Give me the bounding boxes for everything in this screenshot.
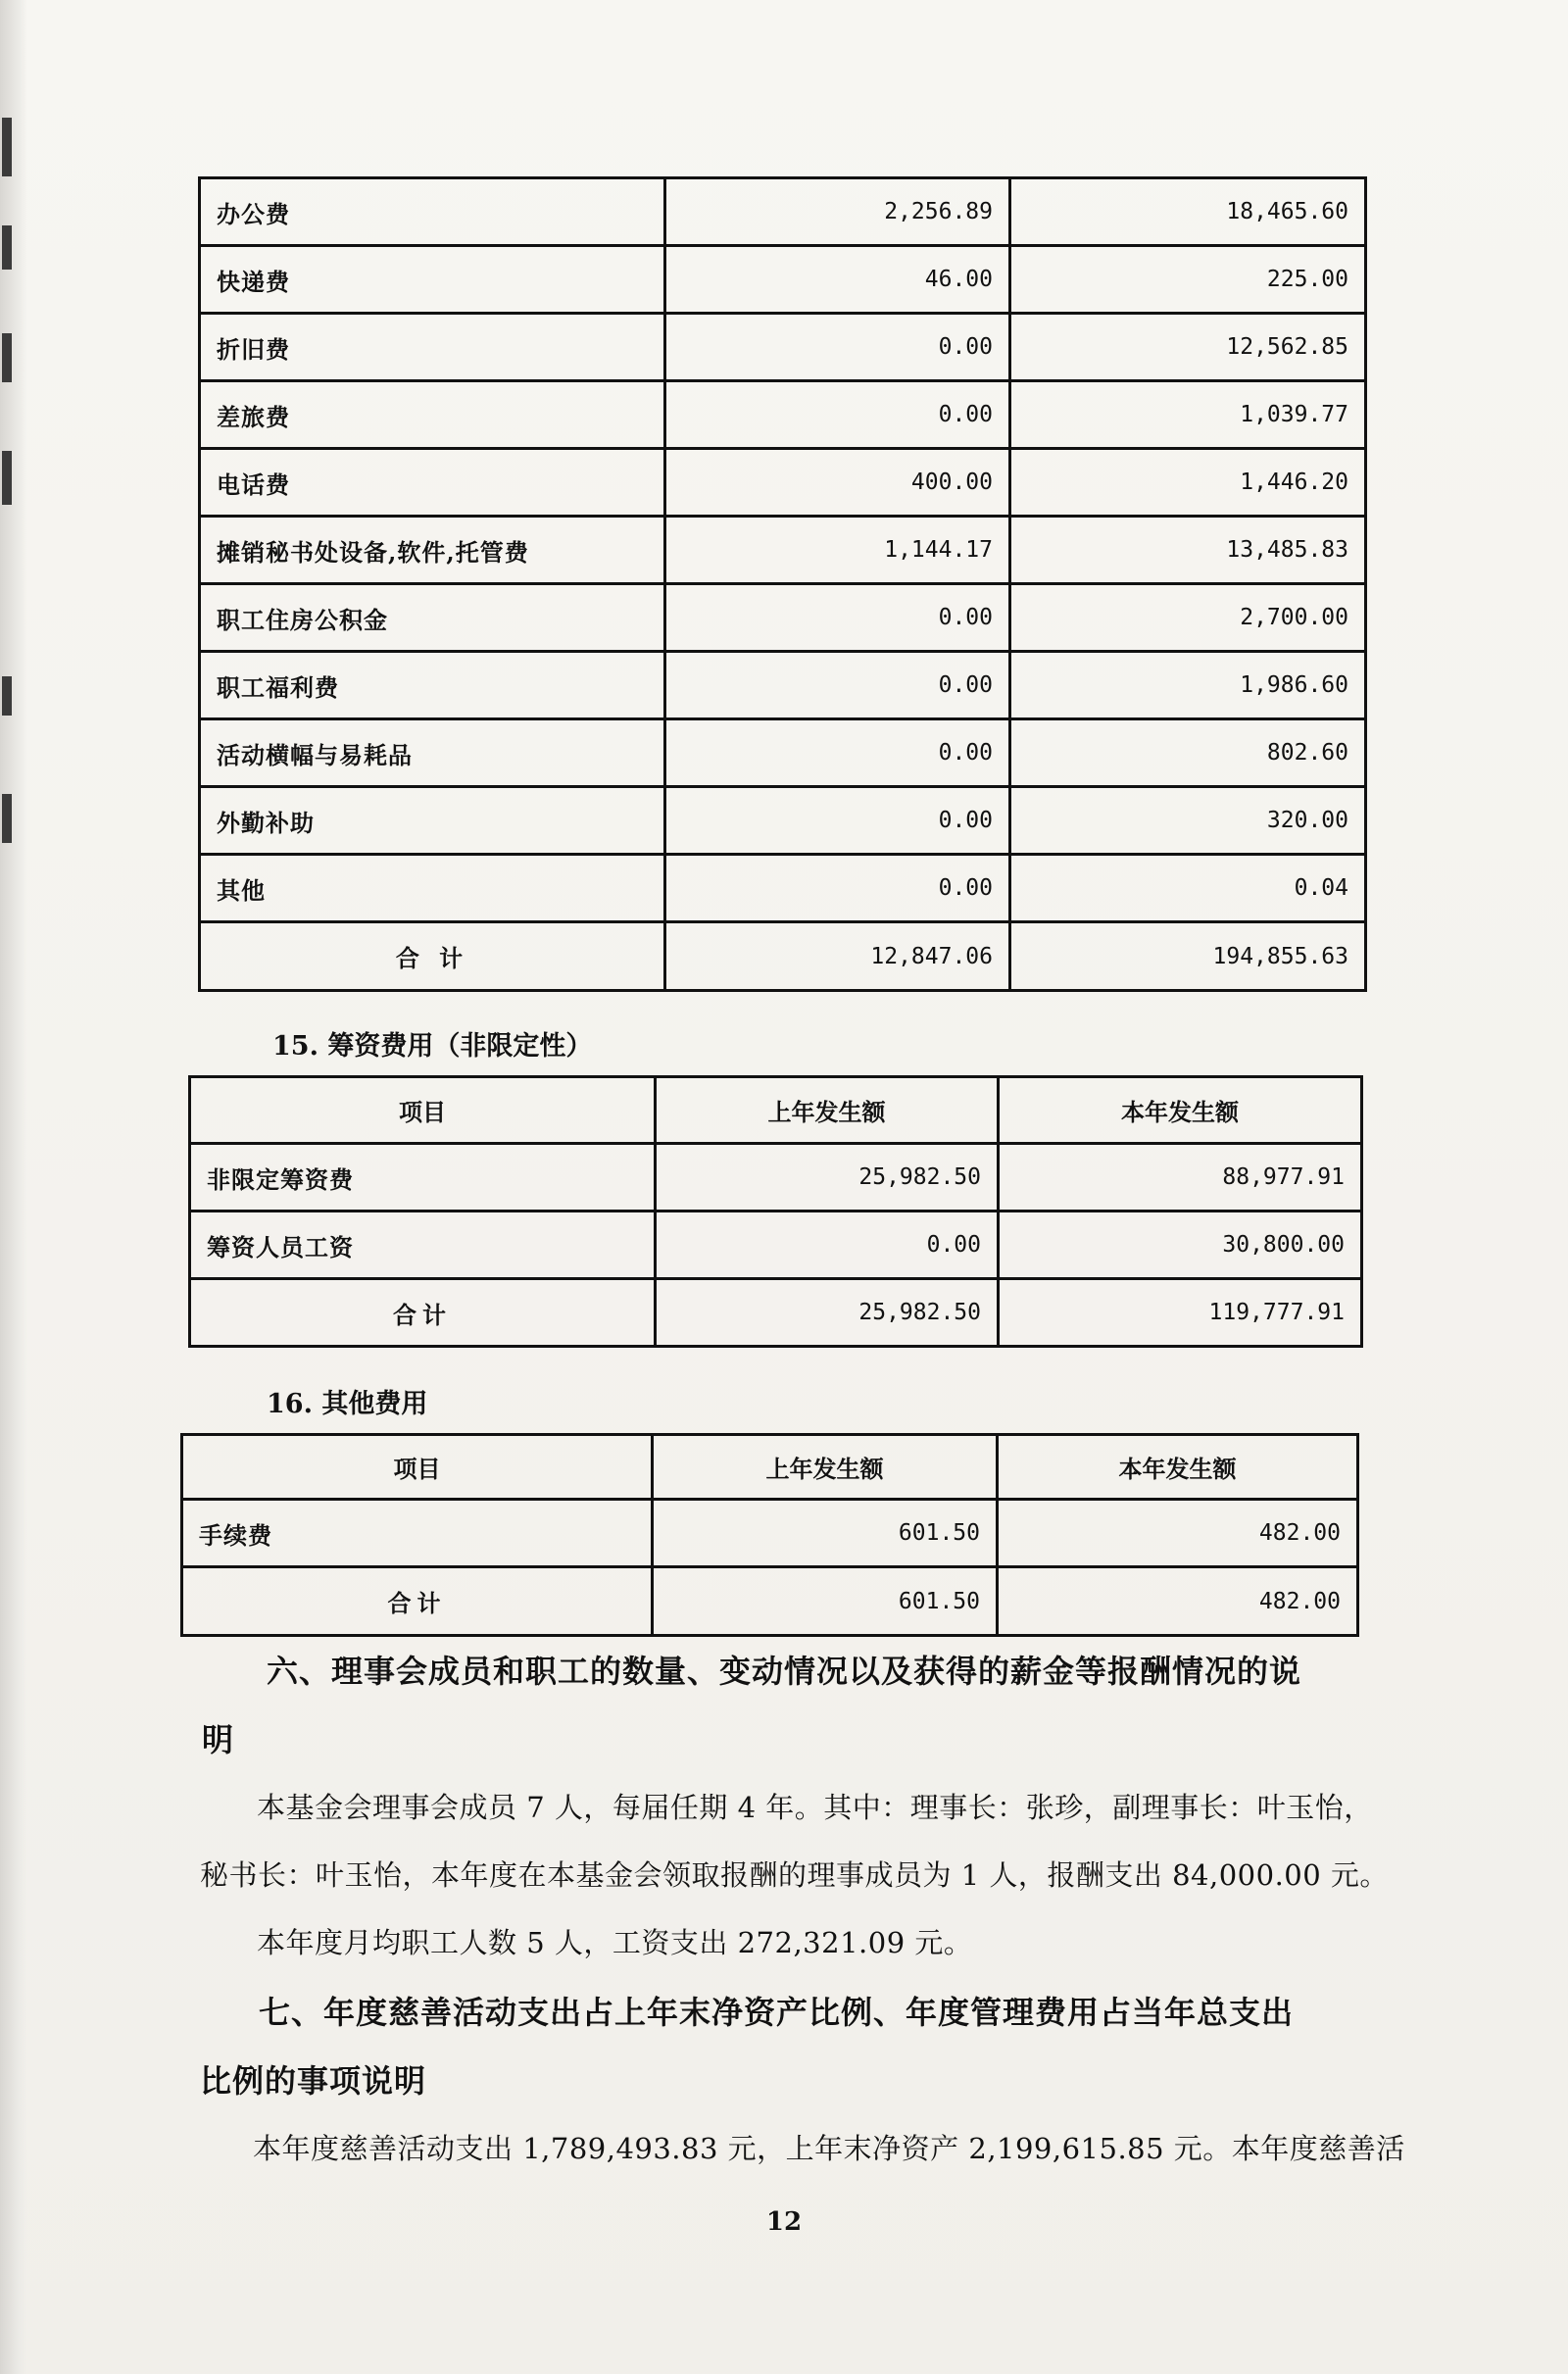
row-item: 手续费 — [182, 1500, 653, 1567]
header-curr-year: 本年发生额 — [998, 1435, 1358, 1500]
total-curr: 194,855.63 — [1010, 922, 1366, 991]
total-curr: 119,777.91 — [999, 1279, 1362, 1347]
expense-table-continued — [198, 176, 1367, 992]
total-label: 合 计 — [200, 922, 665, 991]
section-7-para1: 本年度慈善活动支出 1,789,493.83 元，上年末净资产 2,199,615.85 元。本年度慈善活 — [253, 2132, 1405, 2165]
row-curr: 1,039.77 — [1010, 381, 1366, 449]
header-prev-year: 上年发生额 — [653, 1435, 998, 1500]
row-item: 筹资人员工资 — [190, 1212, 656, 1279]
binding-mark — [2, 225, 12, 270]
row-item: 摊销秘书处设备,软件,托管费 — [200, 517, 665, 584]
table-row — [200, 517, 1366, 584]
row-curr: 1,446.20 — [1010, 449, 1366, 517]
row-prev: 0.00 — [665, 314, 1010, 381]
row-item: 外勤补助 — [200, 787, 665, 855]
total-row — [182, 1567, 1358, 1636]
row-item: 非限定筹资费 — [190, 1144, 656, 1212]
row-item: 差旅费 — [200, 381, 665, 449]
row-curr: 12,562.85 — [1010, 314, 1366, 381]
header-prev-year: 上年发生额 — [656, 1077, 999, 1144]
table-row — [200, 314, 1366, 381]
row-curr: 88,977.91 — [999, 1144, 1362, 1212]
row-curr: 1,986.60 — [1010, 652, 1366, 719]
row-prev: 1,144.17 — [665, 517, 1010, 584]
row-item: 折旧费 — [200, 314, 665, 381]
row-curr: 0.04 — [1010, 855, 1366, 922]
table-header-row — [190, 1077, 1362, 1144]
table-row — [190, 1212, 1362, 1279]
table-row — [200, 246, 1366, 314]
header-curr-year: 本年发生额 — [999, 1077, 1362, 1144]
section-6-para2: 本年度月均职工人数 5 人，工资支出 272,321.09 元。 — [257, 1926, 973, 1959]
table-row — [200, 381, 1366, 449]
section-6-title-line1: 六、理事会成员和职工的数量、变动情况以及获得的薪金等报酬情况的说 — [267, 1653, 1302, 1690]
other-expense-table — [180, 1433, 1359, 1637]
total-prev: 25,982.50 — [656, 1279, 999, 1347]
row-curr: 225.00 — [1010, 246, 1366, 314]
table-row — [200, 584, 1366, 652]
section-6-para1-line2: 秘书长：叶玉怡，本年度在本基金会领取报酬的理事成员为 1 人，报酬支出 84,000.00 元。 — [200, 1858, 1389, 1892]
table-row — [200, 719, 1366, 787]
table-row — [200, 449, 1366, 517]
binding-mark — [2, 794, 12, 843]
row-curr: 320.00 — [1010, 787, 1366, 855]
total-curr: 482.00 — [998, 1567, 1358, 1636]
table-row — [200, 652, 1366, 719]
total-prev: 601.50 — [653, 1567, 998, 1636]
row-item: 职工福利费 — [200, 652, 665, 719]
row-curr: 802.60 — [1010, 719, 1366, 787]
total-row — [200, 922, 1366, 991]
table-row — [182, 1500, 1358, 1567]
row-item: 快递费 — [200, 246, 665, 314]
row-curr: 2,700.00 — [1010, 584, 1366, 652]
row-curr: 13,485.83 — [1010, 517, 1366, 584]
section-7-title-line1: 七、年度慈善活动支出占上年末净资产比例、年度管理费用占当年总支出 — [259, 1994, 1295, 2031]
row-prev: 0.00 — [665, 584, 1010, 652]
row-prev: 0.00 — [665, 719, 1010, 787]
row-item: 电话费 — [200, 449, 665, 517]
section-15-title: 15. 筹资费用（非限定性） — [272, 1031, 593, 1062]
table-row — [200, 787, 1366, 855]
row-item: 职工住房公积金 — [200, 584, 665, 652]
binding-mark — [2, 333, 12, 382]
row-item: 其他 — [200, 855, 665, 922]
row-prev: 0.00 — [665, 381, 1010, 449]
row-prev: 0.00 — [665, 652, 1010, 719]
section-7-title-line2: 比例的事项说明 — [200, 2062, 427, 2100]
page-number: 12 — [765, 2207, 803, 2237]
table-header-row — [182, 1435, 1358, 1500]
row-prev: 0.00 — [656, 1212, 999, 1279]
row-item: 活动横幅与易耗品 — [200, 719, 665, 787]
fundraising-expense-table — [188, 1075, 1363, 1348]
table-row — [190, 1144, 1362, 1212]
header-item: 项目 — [190, 1077, 656, 1144]
total-label: 合计 — [182, 1567, 653, 1636]
row-item: 办公费 — [200, 178, 665, 246]
binding-mark — [2, 118, 12, 176]
binding-mark — [2, 451, 12, 505]
row-prev: 0.00 — [665, 855, 1010, 922]
row-prev: 46.00 — [665, 246, 1010, 314]
section-16-title: 16. 其他费用 — [267, 1389, 428, 1419]
binding-mark — [2, 676, 12, 716]
total-prev: 12,847.06 — [665, 922, 1010, 991]
row-curr: 18,465.60 — [1010, 178, 1366, 246]
row-prev: 601.50 — [653, 1500, 998, 1567]
row-prev: 0.00 — [665, 787, 1010, 855]
table-row — [200, 855, 1366, 922]
table-row — [200, 178, 1366, 246]
section-6-para1-line1: 本基金会理事会成员 7 人，每届任期 4 年。其中：理事长：张珍，副理事长：叶玉怡， — [257, 1791, 1373, 1824]
row-prev: 400.00 — [665, 449, 1010, 517]
row-curr: 30,800.00 — [999, 1212, 1362, 1279]
row-prev: 2,256.89 — [665, 178, 1010, 246]
total-label: 合计 — [190, 1279, 656, 1347]
row-curr: 482.00 — [998, 1500, 1358, 1567]
row-prev: 25,982.50 — [656, 1144, 999, 1212]
section-6-title-line2: 明 — [202, 1721, 235, 1758]
total-row — [190, 1279, 1362, 1347]
header-item: 项目 — [182, 1435, 653, 1500]
